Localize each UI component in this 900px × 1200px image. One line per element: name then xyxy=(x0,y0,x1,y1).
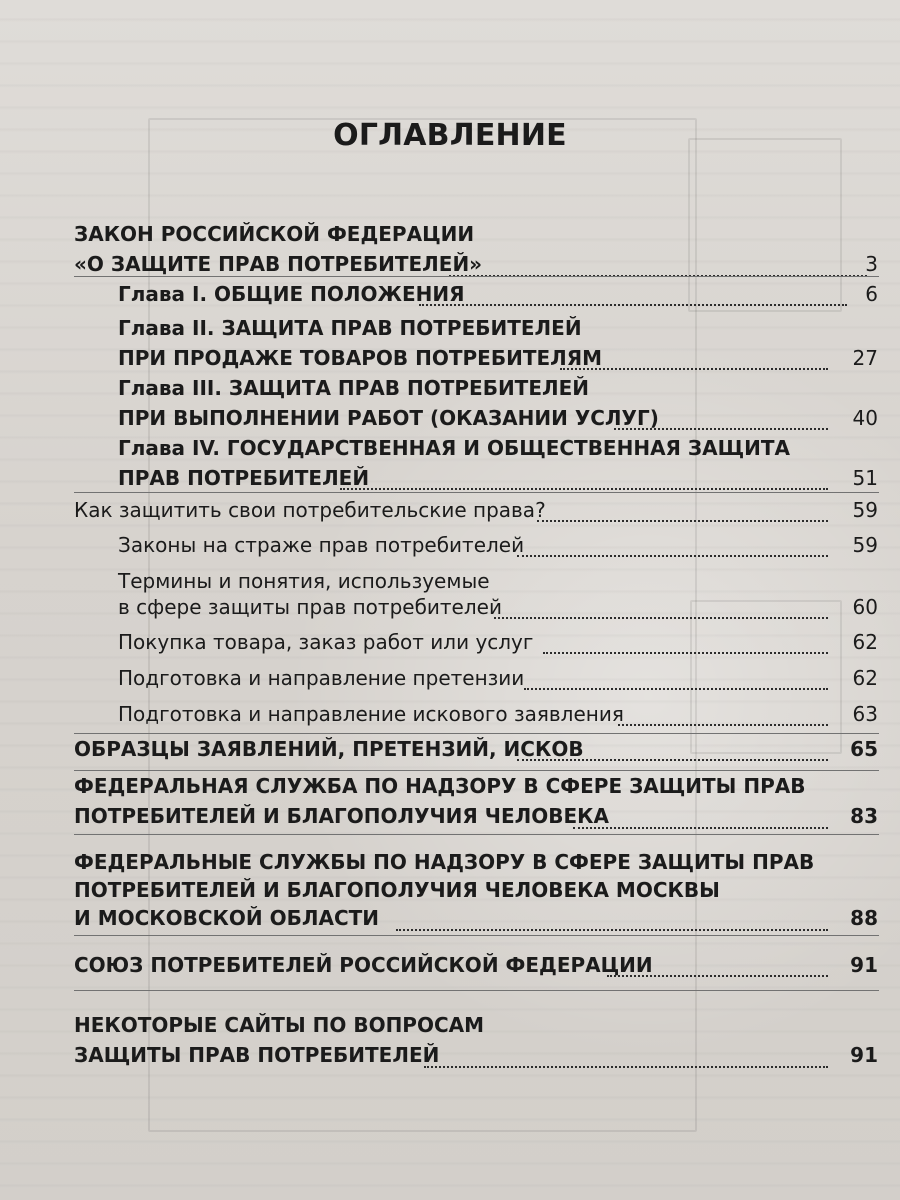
toc-entry-line: ОБРАЗЦЫ ЗАЯВЛЕНИЙ, ПРЕТЕНЗИЙ, ИСКОВ xyxy=(74,737,584,761)
page-number: 91 xyxy=(850,1043,878,1067)
leader-dots xyxy=(396,929,828,931)
toc-entry-line: Глава I. ОБЩИЕ ПОЛОЖЕНИЯ xyxy=(118,282,465,306)
toc-entry-line: Законы на страже прав потребителей xyxy=(118,533,525,557)
leader-dots xyxy=(607,975,828,977)
page-number: 40 xyxy=(852,406,878,430)
leader-dots xyxy=(340,488,828,490)
toc-entry-line: Как защитить свои потребительские права? xyxy=(74,498,546,522)
toc-entry-line: ФЕДЕРАЛЬНАЯ СЛУЖБА ПО НАДЗОРУ В СФЕРЕ ЗАЩИТЫ ПРАВ xyxy=(74,774,806,798)
toc-entry-line: «О ЗАЩИТЕ ПРАВ ПОТРЕБИТЕЛЕЙ» xyxy=(74,252,483,276)
toc-entry-line: ПРИ ПРОДАЖЕ ТОВАРОВ ПОТРЕБИТЕЛЯМ xyxy=(118,346,603,370)
section-divider xyxy=(74,935,879,936)
toc-entry-line: Глава II. ЗАЩИТА ПРАВ ПОТРЕБИТЕЛЕЙ xyxy=(118,316,582,340)
page-number: 83 xyxy=(850,804,878,828)
toc-entry-line: И МОСКОВСКОЙ ОБЛАСТИ xyxy=(74,906,379,930)
page-number: 63 xyxy=(852,702,878,726)
section-divider xyxy=(74,276,879,277)
page-number: 6 xyxy=(865,282,878,306)
toc-entry-line: Глава IV. ГОСУДАРСТВЕННАЯ И ОБЩЕСТВЕННАЯ ЗАЩИТА xyxy=(118,436,790,460)
page-number: 62 xyxy=(852,666,878,690)
toc-entry-line: Подготовка и направление претензии xyxy=(118,666,525,690)
leader-dots xyxy=(424,1066,828,1068)
toc-entry-line: Глава III. ЗАЩИТА ПРАВ ПОТРЕБИТЕЛЕЙ xyxy=(118,376,589,400)
section-divider xyxy=(74,834,879,835)
page-number: 62 xyxy=(852,630,878,654)
section-divider xyxy=(74,990,879,991)
toc-entry-line: в сфере защиты прав потребителей xyxy=(118,595,502,619)
page-number: 65 xyxy=(850,737,878,761)
leader-dots xyxy=(537,520,828,522)
toc-entry-line: ПРИ ВЫПОЛНЕНИИ РАБОТ (ОКАЗАНИИ УСЛУГ) xyxy=(118,406,659,430)
toc-entry-line: Покупка товара, заказ работ или услуг xyxy=(118,630,534,654)
leader-dots xyxy=(614,428,828,430)
toc-entry-line: ПОТРЕБИТЕЛЕЙ И БЛАГОПОЛУЧИЯ ЧЕЛОВЕКА xyxy=(74,804,609,828)
leader-dots xyxy=(560,368,828,370)
page-number: 3 xyxy=(865,252,878,276)
toc-entry-line: ПРАВ ПОТРЕБИТЕЛЕЙ xyxy=(118,466,370,490)
section-divider xyxy=(74,770,879,771)
leader-dots xyxy=(494,617,828,619)
page-number: 51 xyxy=(852,466,878,490)
leader-dots xyxy=(517,759,828,761)
leader-dots xyxy=(419,304,847,306)
toc-entry-line: ФЕДЕРАЛЬНЫЕ СЛУЖБЫ ПО НАДЗОРУ В СФЕРЕ ЗАЩИТЫ ПРАВ xyxy=(74,850,815,874)
toc-entry-line: ЗАЩИТЫ ПРАВ ПОТРЕБИТЕЛЕЙ xyxy=(74,1043,440,1067)
toc-entry-line: Термины и понятия, используемые xyxy=(118,569,490,593)
page-number: 60 xyxy=(852,595,878,619)
leader-dots xyxy=(618,724,828,726)
leader-dots xyxy=(543,652,828,654)
toc-entry-line: ПОТРЕБИТЕЛЕЙ И БЛАГОПОЛУЧИЯ ЧЕЛОВЕКА МОСКВЫ xyxy=(74,878,720,902)
page-number: 27 xyxy=(852,346,878,370)
page-number: 59 xyxy=(852,533,878,557)
toc-entry-line: НЕКОТОРЫЕ САЙТЫ ПО ВОПРОСАМ xyxy=(74,1013,485,1037)
section-divider xyxy=(74,492,879,493)
leader-dots xyxy=(524,688,828,690)
toc-entry-line: ЗАКОН РОССИЙСКОЙ ФЕДЕРАЦИИ xyxy=(74,222,475,246)
toc-entry-line: Подготовка и направление искового заявления xyxy=(118,702,624,726)
section-divider xyxy=(74,733,879,734)
page-number: 59 xyxy=(852,498,878,522)
leader-dots xyxy=(517,555,828,557)
page-number: 91 xyxy=(850,953,878,977)
page-number: 88 xyxy=(850,906,878,930)
page-title: ОГЛАВЛЕНИЕ xyxy=(333,118,567,153)
leader-dots xyxy=(573,827,828,829)
toc-entry-line: СОЮЗ ПОТРЕБИТЕЛЕЙ РОССИЙСКОЙ ФЕДЕРАЦИИ xyxy=(74,953,653,977)
